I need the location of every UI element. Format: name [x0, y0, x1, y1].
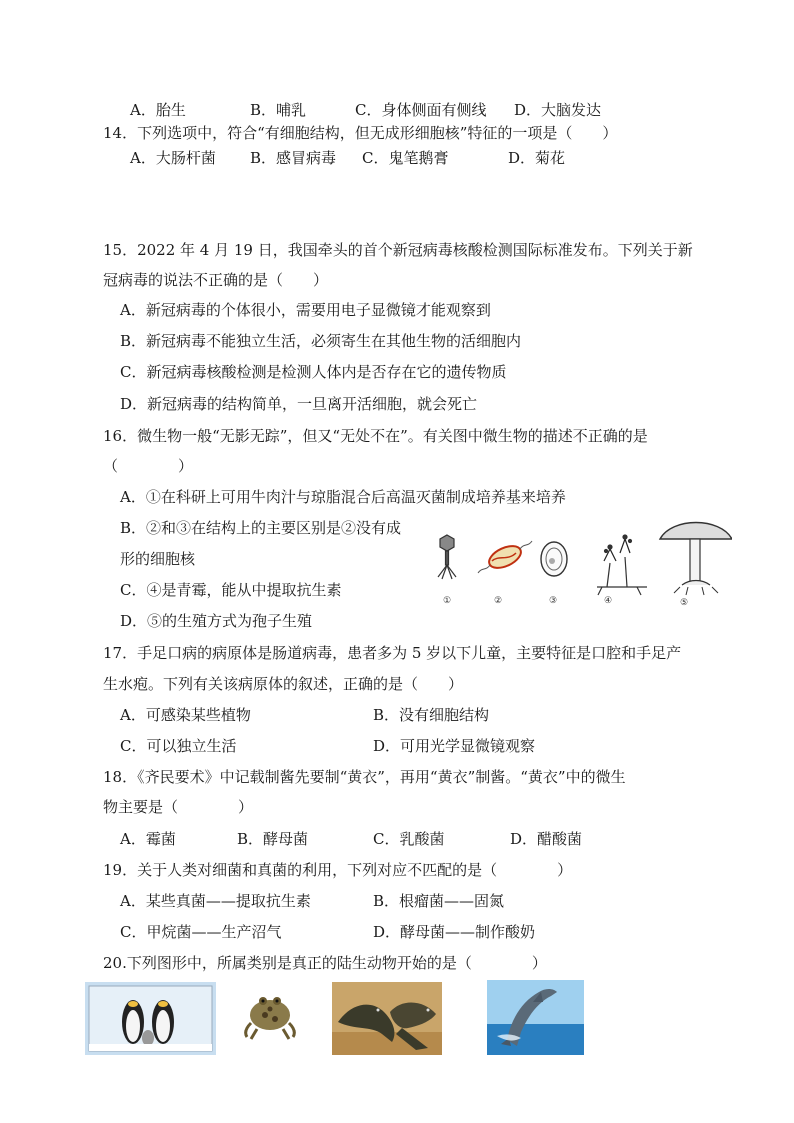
q19-option-b: B．根瘤菌——固氮	[373, 892, 505, 910]
q17-option-d: D．可用光学显微镜观察	[373, 737, 536, 755]
penguins-image	[85, 982, 216, 1055]
yeast-image	[541, 542, 567, 576]
microorganisms-figure	[432, 515, 732, 610]
figure-label-5: ⑤	[680, 598, 689, 608]
q14-option-a: A．大肠杆菌	[130, 149, 216, 167]
crocodiles-image	[332, 982, 442, 1055]
q15-option-b: B．新冠病毒不能独立生活，必须寄生在其他生物的活细胞内	[120, 332, 522, 350]
q17-option-c: C．可以独立生活	[120, 737, 237, 755]
q14-stem: 14．下列选项中，符合“有细胞结构，但无成形细胞核”特征的一项是（ ）	[103, 124, 618, 142]
q15-option-a: A．新冠病毒的个体很小，需要用电子显微镜才能观察到	[120, 301, 491, 319]
q17-stem-line1: 17．手足口病的病原体是肠道病毒，患者多为 5 岁以下儿童，主要特征是口腔和手足产	[103, 644, 682, 662]
figure-label-2: ②	[494, 596, 503, 606]
q13-option-a: A．胎生	[130, 101, 186, 119]
dolphin-image	[487, 980, 584, 1055]
q14-option-c: C．鬼笔鹅膏	[362, 149, 449, 167]
q19-option-c: C．甲烷菌——生产沼气	[120, 923, 282, 941]
q14-option-d: D．菊花	[508, 149, 566, 167]
q13-option-b: B．哺乳	[250, 101, 307, 119]
figure-label-4: ④	[604, 596, 613, 606]
q18-option-c: C．乳酸菌	[373, 830, 445, 848]
figure-label-1: ①	[443, 596, 452, 606]
q15-stem-line1: 15．2022 年 4 月 19 日，我国牵头的首个新冠病毒核酸检测国际标准发布。下列关于新	[103, 241, 693, 259]
penicillium-image	[597, 535, 647, 595]
q19-option-a: A．某些真菌——提取抗生素	[120, 892, 311, 910]
q16-option-d: D．⑤的生殖方式为孢子生殖	[120, 612, 313, 630]
q16-option-a: A．①在科研上可用牛肉汁与琼脂混合后高温灭菌制成培养基来培养	[120, 488, 566, 506]
q17-option-a: A．可感染某些植物	[120, 706, 251, 724]
q16-stem-line2: （ ）	[103, 457, 194, 475]
q18-option-a: A．霉菌	[120, 830, 176, 848]
bacteriophage-image	[438, 535, 456, 579]
q16-option-c: C．④是青霉，能从中提取抗生素	[120, 581, 342, 599]
q16-stem-line1: 16．微生物一般“无影无踪”，但又“无处不在”。有关图中微生物的描述不正确的是	[103, 427, 648, 445]
q18-stem-line1: 18．《齐民要术》中记载制酱先要制“黄衣”，再用“黄衣”制酱。“黄衣”中的微生	[103, 768, 626, 786]
q18-option-b: B．酵母菌	[237, 830, 309, 848]
q15-option-c: C．新冠病毒核酸检测是检测人体内是否存在它的遗传物质	[120, 363, 507, 381]
q18-stem-line2: 物主要是（ ）	[103, 798, 254, 816]
q16-option-b: B．②和③在结构上的主要区别是②没有成	[120, 519, 402, 537]
bacterium-image	[478, 541, 532, 573]
mushroom-image	[660, 523, 732, 596]
q15-option-d: D．新冠病毒的结构简单，一旦离开活细胞，就会死亡	[120, 395, 478, 413]
q18-option-d: D．醋酸菌	[510, 830, 583, 848]
q16-option-b-cont: 形的细胞核	[120, 550, 196, 568]
q14-option-b: B．感冒病毒	[250, 149, 337, 167]
q17-stem-line2: 生水疱。下列有关该病原体的叙述，正确的是（ ）	[103, 675, 464, 693]
q20-stem: 20.下列图形中，所属类别是真正的陆生动物开始的是（ ）	[103, 954, 547, 972]
q19-option-d: D．酵母菌——制作酸奶	[373, 923, 536, 941]
q13-option-d: D．大脑发达	[514, 101, 602, 119]
frog-image	[237, 985, 303, 1043]
q17-option-b: B．没有细胞结构	[373, 706, 490, 724]
q19-stem: 19．关于人类对细菌和真菌的利用，下列对应不匹配的是（ ）	[103, 861, 573, 879]
q15-stem-line2: 冠病毒的说法不正确的是（ ）	[103, 271, 329, 289]
figure-label-3: ③	[549, 596, 558, 606]
q13-option-c: C．身体侧面有侧线	[355, 101, 487, 119]
